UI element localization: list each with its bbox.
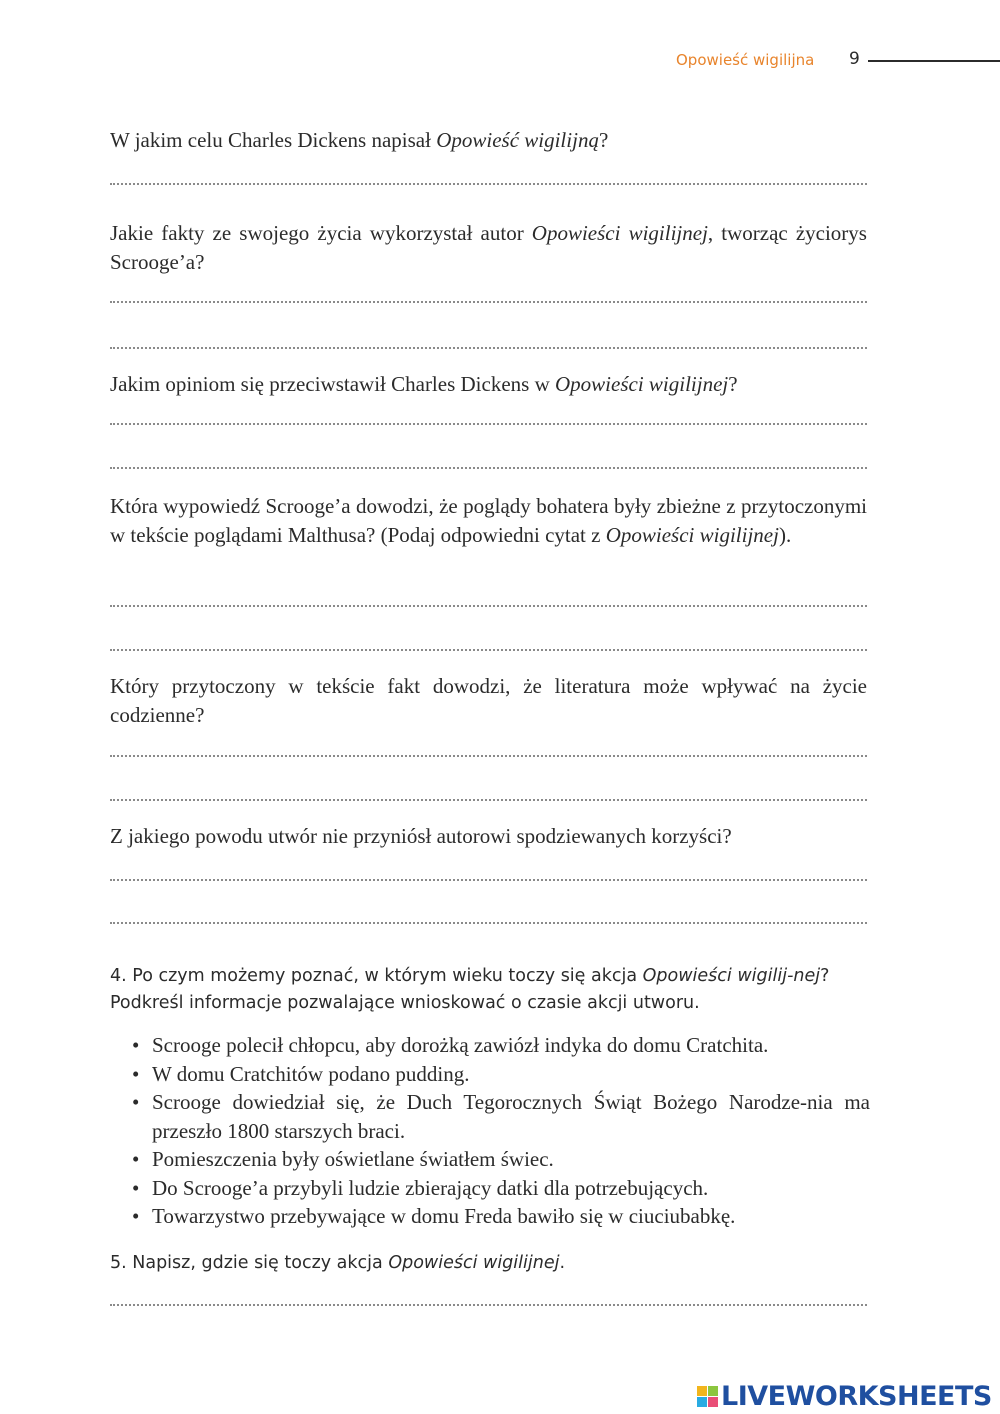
task-4-instruction: 4. Po czym możemy poznać, w którym wieku toczy się akcja Opowieści wigilij-nej? Podkreśl informacje pozwalające wnioskować o czasie akcji utworu. [110, 966, 830, 1013]
list-item[interactable]: • Scrooge dowiedział się, że Duch Tegorocznych Świąt Bożego Narodze-nia ma przeszło 1800 starszych braci. [130, 1088, 870, 1145]
running-header-title: Opowieść wigilijna [676, 51, 815, 69]
question-2: Jakie fakty ze swojego życia wykorzystał autor Opowieści wigilijnej, tworząc życiorys Scrooge’a? [110, 221, 867, 274]
task-4-list [130, 1031, 870, 1231]
logo-square [697, 1386, 707, 1396]
logo-text: LIVEWORKSHEETS [721, 1380, 992, 1412]
list-item[interactable]: • Scrooge polecił chłopcu, aby dorożką zawiózł indyka do domu Cratchita. [130, 1031, 870, 1060]
answer-line[interactable] [110, 467, 867, 469]
logo-mark-icon [697, 1386, 718, 1407]
logo-square [708, 1397, 718, 1407]
answer-line[interactable] [110, 1304, 867, 1306]
answer-line[interactable] [110, 423, 867, 425]
answer-line[interactable] [110, 347, 867, 349]
answer-line[interactable] [110, 649, 867, 651]
question-6: Z jakiego powodu utwór nie przyniósł autorowi spodziewanych korzyści? [110, 824, 732, 848]
answer-line[interactable] [110, 879, 867, 881]
logo-square [697, 1397, 707, 1407]
answer-line[interactable] [110, 301, 867, 303]
task-5-instruction: 5. Napisz, gdzie się toczy akcja Opowieści wigilijnej. [110, 1253, 566, 1273]
answer-line[interactable] [110, 922, 867, 924]
list-item[interactable]: • Pomieszczenia były oświetlane światłem świec. [130, 1145, 870, 1174]
list-item[interactable]: • Do Scrooge’a przybyli ludzie zbierający datki dla potrzebujących. [130, 1174, 870, 1203]
question-4: Która wypowiedź Scrooge’a dowodzi, że poglądy bohatera były zbieżne z przytoczonymi w tekście poglądami Malthusa? (Podaj odpowiedni cytat z Opowieści wigilijnej). [110, 494, 867, 547]
header-rule [868, 60, 1000, 62]
page-number: 9 [849, 49, 860, 69]
list-item[interactable]: • Towarzystwo przebywające w domu Freda bawiło się w ciuciubabkę. [130, 1202, 870, 1231]
answer-line[interactable] [110, 605, 867, 607]
liveworksheets-logo [697, 1379, 992, 1413]
answer-line[interactable] [110, 183, 867, 185]
question-5: Który przytoczony w tekście fakt dowodzi, że literatura może wpływać na życie codzienne? [110, 674, 867, 727]
answer-line[interactable] [110, 799, 867, 801]
logo-square [708, 1386, 718, 1396]
question-3: Jakim opiniom się przeciwstawił Charles Dickens w Opowieści wigilijnej? [110, 372, 738, 396]
answer-line[interactable] [110, 755, 867, 757]
list-item[interactable]: • W domu Cratchitów podano pudding. [130, 1060, 870, 1089]
question-1: W jakim celu Charles Dickens napisał Opowieść wigilijną? [110, 128, 609, 152]
